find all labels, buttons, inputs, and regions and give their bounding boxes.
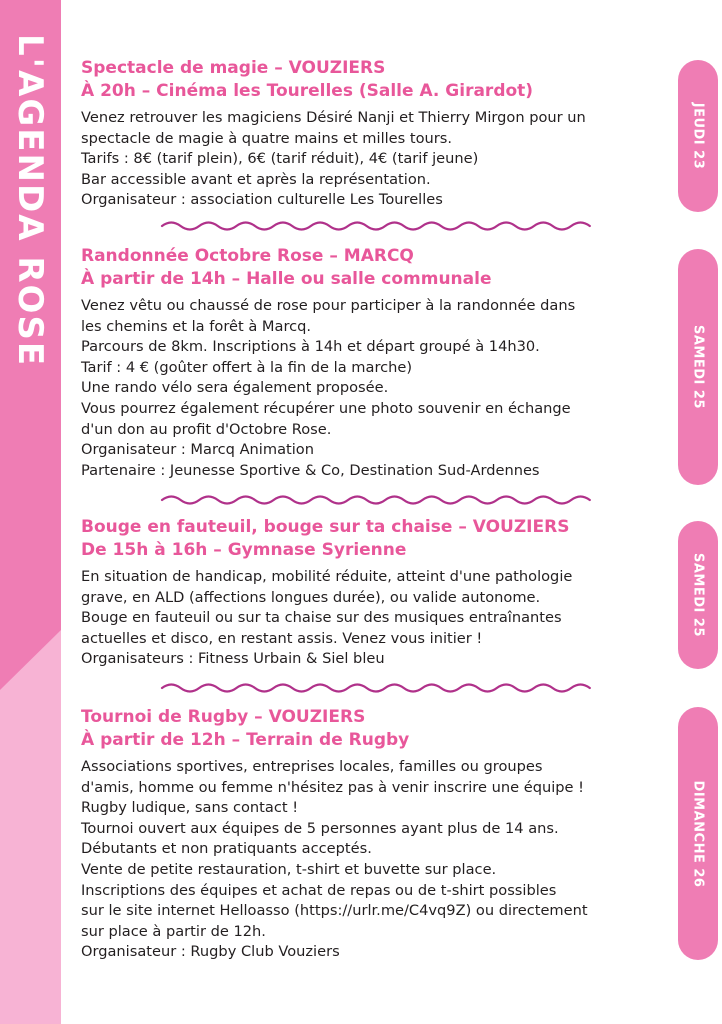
event-line: Bouge en fauteuil ou sur ta chaise sur des musiques entraînantes bbox=[81, 609, 562, 627]
event-4 bbox=[81, 706, 661, 963]
event-line: Tarif : 4 € (goûter offert à la fin de la marche) bbox=[81, 358, 413, 376]
event-line: les chemins et la forêt à Marcq. bbox=[81, 317, 312, 335]
event-line: Vente de petite restauration, t-shirt et buvette sur place. bbox=[81, 860, 497, 878]
sidebar-title: L'AGENDA ROSE bbox=[10, 34, 50, 368]
wave-divider bbox=[160, 218, 596, 234]
event-body bbox=[81, 757, 661, 963]
event-line: Organisateur : Rugby Club Vouziers bbox=[81, 943, 340, 961]
event-body bbox=[81, 296, 661, 481]
event-line: Associations sportives, entreprises locales, familles ou groupes bbox=[81, 758, 543, 775]
event-line: Bar accessible avant et après la représentation. bbox=[81, 170, 431, 188]
event-line: Venez retrouver les magiciens Désiré Nanji et Thierry Mirgon pour un bbox=[81, 109, 586, 126]
event-body bbox=[81, 108, 661, 211]
event-line: spectacle de magie à quatre mains et milles tours. bbox=[81, 129, 453, 147]
sidebar-banner bbox=[0, 0, 61, 1024]
event-title-line: Bouge en fauteuil, bouge sur ta chaise – VOUZIERS bbox=[81, 517, 570, 537]
event-line: Partenaire : Jeunesse Sportive & Co, Destination Sud-Ardennes bbox=[81, 461, 540, 479]
event-title-line: À partir de 12h – Terrain de Rugby bbox=[81, 730, 410, 750]
day-tab-label: JEUDI 23 bbox=[690, 102, 706, 170]
day-tab-1 bbox=[678, 60, 718, 212]
wave-divider bbox=[160, 680, 596, 696]
event-line: Organisateur : association culturelle Les Tourelles bbox=[81, 191, 443, 209]
event-line: Tarifs : 8€ (tarif plein), 6€ (tarif réduit), 4€ (tarif jeune) bbox=[81, 150, 479, 168]
event-line: Tournoi ouvert aux équipes de 5 personnes ayant plus de 14 ans. bbox=[81, 819, 559, 837]
wave-divider bbox=[160, 492, 596, 508]
day-tab-3 bbox=[678, 521, 718, 669]
event-line: actuelles et disco, en restant assis. Venez vous initier ! bbox=[81, 629, 483, 647]
event-line: grave, en ALD (affections longues durée), ou valide autonome. bbox=[81, 588, 541, 606]
event-title-line: Spectacle de magie – VOUZIERS bbox=[81, 58, 386, 78]
event-line: sur place à partir de 12h. bbox=[81, 922, 266, 940]
event-title bbox=[81, 706, 661, 752]
day-tab-label: DIMANCHE 26 bbox=[690, 780, 706, 887]
event-1 bbox=[81, 57, 661, 211]
event-title-line: À 20h – Cinéma les Tourelles (Salle A. Girardot) bbox=[81, 81, 534, 101]
event-body bbox=[81, 567, 661, 670]
event-line: Débutants et non pratiquants acceptés. bbox=[81, 840, 372, 858]
event-line: d'un don au profit d'Octobre Rose. bbox=[81, 420, 332, 438]
event-line: Organisateur : Marcq Animation bbox=[81, 441, 314, 459]
day-tab-4 bbox=[678, 707, 718, 960]
event-title-line: Tournoi de Rugby – VOUZIERS bbox=[81, 707, 366, 727]
day-tab-label: SAMEDI 25 bbox=[690, 553, 706, 637]
event-title-line: Randonnée Octobre Rose – MARCQ bbox=[81, 246, 414, 266]
event-line: d'amis, homme ou femme n'hésitez pas à venir inscrire une équipe ! bbox=[81, 778, 584, 796]
event-title bbox=[81, 516, 661, 562]
event-line: Vous pourrez également récupérer une photo souvenir en échange bbox=[81, 399, 571, 417]
event-2 bbox=[81, 245, 661, 481]
event-title bbox=[81, 57, 661, 103]
event-line: Inscriptions des équipes et achat de repas ou de t-shirt possibles bbox=[81, 881, 557, 899]
day-tab-label: SAMEDI 25 bbox=[690, 325, 706, 409]
event-line: Rugby ludique, sans contact ! bbox=[81, 799, 299, 817]
event-line: Une rando vélo sera également proposée. bbox=[81, 379, 389, 397]
day-tab-2 bbox=[678, 249, 718, 485]
event-title-line: De 15h à 16h – Gymnase Syrienne bbox=[81, 540, 407, 560]
event-title bbox=[81, 245, 661, 291]
event-line: En situation de handicap, mobilité réduite, atteint d'une pathologie bbox=[81, 568, 573, 585]
event-line: Venez vêtu ou chaussé de rose pour participer à la randonnée dans bbox=[81, 297, 576, 314]
event-line: Organisateurs : Fitness Urbain & Siel bleu bbox=[81, 650, 385, 668]
event-line: sur le site internet Helloasso (https://urlr.me/C4vq9Z) ou directement bbox=[81, 902, 588, 920]
event-3 bbox=[81, 516, 661, 670]
event-line: Parcours de 8km. Inscriptions à 14h et départ groupé à 14h30. bbox=[81, 338, 540, 356]
event-title-line: À partir de 14h – Halle ou salle communale bbox=[81, 269, 492, 289]
